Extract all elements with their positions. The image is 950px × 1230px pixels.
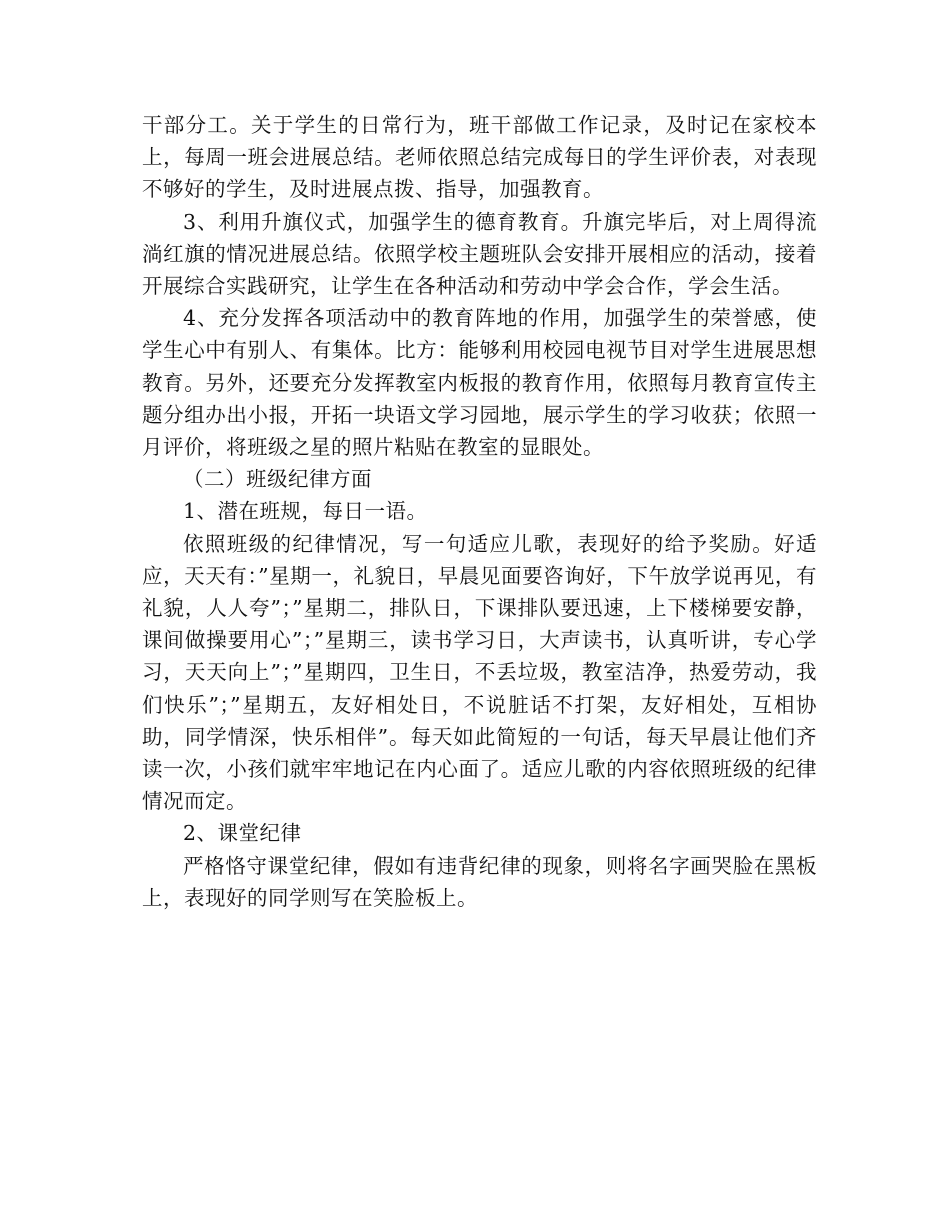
- paragraph-daily-rhymes: 依照班级的纪律情况，写一句适应儿歌，表现好的给予奖励。好适应，天天有：”星期一，礼貌日，早晨见面要咨询好，下午放学说再见，有礼貌，人人夸”；”星期二，排队日，下课排队要迅速，上下楼梯要安静，课间做操要用心”；”星期三，读书学习日，大声读书，认真听讲，专心学习，天天向上”；”星期四，卫生日，不丢垃圾，教室洁净，热爱劳动，我们快乐”；”星期五，友好相处日，不说脏话不打架，友好相处，互相协助，同学情深，快乐相伴”。每天如此简短的一句话，每天早晨让他们齐读一次，小孩们就牢牢地记在内心面了。适应儿歌的内容依照班级的纪律情况而定。: [142, 531, 817, 814]
- paragraph-classroom-rules: 严格恪守课堂纪律，假如有违背纪律的现象，则将名字画哭脸在黑板上，表现好的同学则写在笑脸板上。: [142, 853, 817, 910]
- paragraph-duty-division: 干部分工。关于学生的日常行为，班干部做工作记录，及时记在家校本上，每周一班会进展总结。老师依照总结完成每日的学生评价表，对表现不够好的学生，及时进展点拨、指导，加强教育。: [142, 113, 817, 202]
- paragraph-education-activities: 4、充分发挥各项活动中的教育阵地的作用，加强学生的荣誉感，使学生心中有别人、有集体。比方：能够利用校园电视节目对学生进展思想教育。另外，还要充分发挥教室内板报的教育作用，依照每月教育宣传主题分组办出小报，开拓一块语文学习园地，展示学生的学习收获；依照一月评价，将班级之星的照片粘贴在教室的显眼处。: [142, 306, 817, 460]
- section-heading-class-discipline: （二）班级纪律方面: [183, 467, 372, 492]
- document-body: [142, 109, 817, 914]
- subheading-classroom-discipline: 2、课堂纪律: [183, 821, 302, 846]
- subheading-daily-phrase: 1、潜在班规，每日一语。: [183, 499, 428, 524]
- paragraph-flag-ceremony: 3、利用升旗仪式，加强学生的德育教育。升旗完毕后，对上周得流淌红旗的情况进展总结。依照学校主题班队会安排开展相应的活动，接着开展综合实践研究，让学生在各种活动和劳动中学会合作，学会生活。: [142, 209, 817, 299]
